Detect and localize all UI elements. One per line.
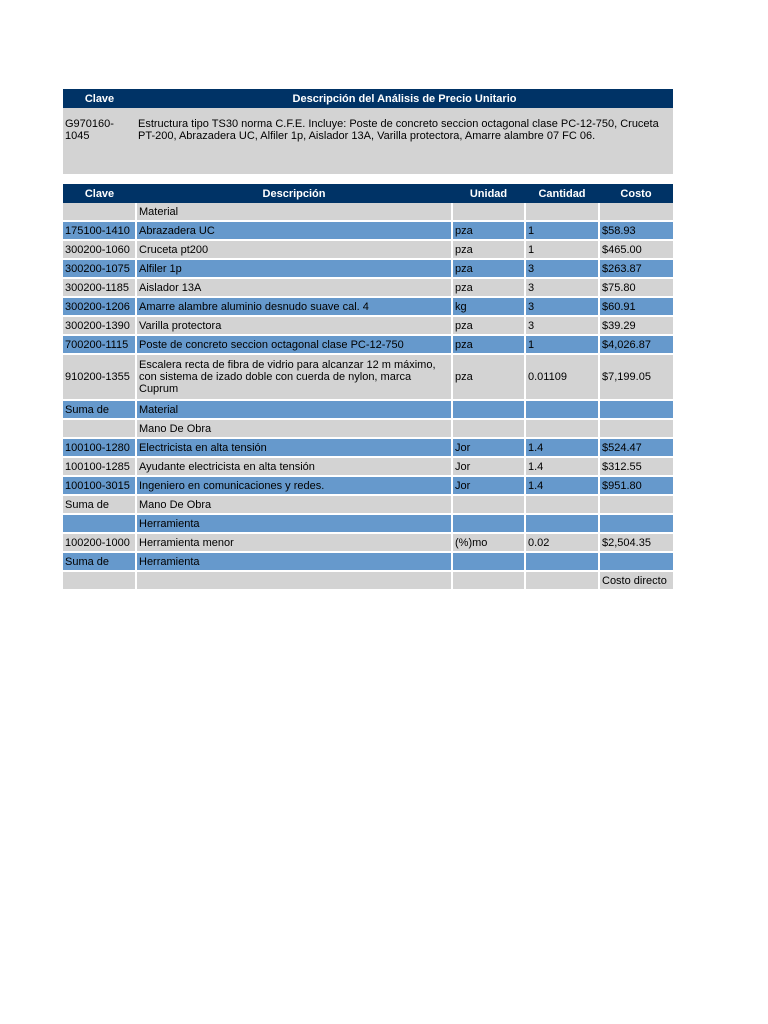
cell-descripcion: Escalera recta de fibra de vidrio para alcanzar 12 m máximo, con sistema de izado doble con cuerda de nylon, marca Cuprum [136,354,452,400]
cell-costo: $2,504.35 [599,533,673,552]
detail-table [63,184,673,591]
cell-unidad: Jor [452,476,525,495]
table-row [63,438,673,457]
cell-unidad: Jor [452,438,525,457]
cell-costo: $7,199.05 [599,354,673,400]
cell-clave: 175100-1410 [63,221,136,240]
cell-cantidad: 1.4 [525,438,599,457]
cell-cantidad [525,514,599,533]
table-row [63,419,673,438]
table-row [63,221,673,240]
summary-table [63,89,673,174]
cell-clave [63,419,136,438]
cell-costo: $58.93 [599,221,673,240]
cell-clave: 100100-1285 [63,457,136,476]
cell-cantidad: 3 [525,316,599,335]
table-row [63,203,673,221]
cell-clave: 100100-3015 [63,476,136,495]
cell-descripcion: Amarre alambre aluminio desnudo suave cal. 4 [136,297,452,316]
cell-costo [599,419,673,438]
cell-unidad: pza [452,278,525,297]
table-row [63,457,673,476]
cell-descripcion: Alfiler 1p [136,259,452,278]
cell-descripcion: Electricista en alta tensión [136,438,452,457]
cell-descripcion [136,571,452,590]
summary-descripcion: Estructura tipo TS30 norma C.F.E. Incluye: Poste de concreto seccion octagonal clase PC-12-750, Cruceta PT-200, Abrazadera UC, Alfiler 1p, Aislador 13A, Varilla protectora, Amarre alambre 07 FC 06. [136,108,673,174]
cell-descripcion: Mano De Obra [136,495,452,514]
cell-costo: $524.47 [599,438,673,457]
table-row [63,354,673,400]
cell-descripcion: Ingeniero en comunicaciones y redes. [136,476,452,495]
cell-cantidad: 3 [525,278,599,297]
table-row [63,400,673,419]
cell-descripcion: Herramienta [136,552,452,571]
table-row [63,552,673,571]
header-clave: Clave [63,184,136,203]
cell-costo: Costo directo [599,571,673,590]
cell-clave: 300200-1206 [63,297,136,316]
cell-clave [63,571,136,590]
cell-descripcion: Poste de concreto seccion octagonal clase PC-12-750 [136,335,452,354]
cell-descripcion: Ayudante electricista en alta tensión [136,457,452,476]
summary-row [63,108,673,174]
summary-clave: G970160-1045 [63,108,136,174]
cell-unidad [452,495,525,514]
summary-header-clave: Clave [63,89,136,108]
summary-header-descripcion: Descripción del Análisis de Precio Unitario [136,89,673,108]
cell-costo [599,552,673,571]
cell-cantidad: 1 [525,240,599,259]
cell-unidad [452,571,525,590]
cell-costo: $4,026.87 [599,335,673,354]
summary-header-row [63,89,673,108]
header-descripcion: Descripción [136,184,452,203]
cell-clave [63,203,136,221]
cell-unidad: pza [452,316,525,335]
cell-descripcion: Cruceta pt200 [136,240,452,259]
table-row [63,495,673,514]
table-row [63,278,673,297]
cell-cantidad: 1 [525,221,599,240]
table-row [63,533,673,552]
cell-cantidad: 1.4 [525,476,599,495]
cell-costo: $60.91 [599,297,673,316]
cell-cantidad: 1 [525,335,599,354]
spacer [63,174,673,184]
cell-unidad: pza [452,221,525,240]
cell-clave: Suma de [63,552,136,571]
cell-unidad [452,552,525,571]
detail-body [63,203,673,590]
cell-cantidad: 1.4 [525,457,599,476]
cell-cantidad: 3 [525,297,599,316]
cell-descripcion: Herramienta [136,514,452,533]
cell-unidad: Jor [452,457,525,476]
cell-costo [599,495,673,514]
cell-descripcion: Mano De Obra [136,419,452,438]
table-row [63,571,673,590]
cell-cantidad [525,400,599,419]
cell-cantidad [525,571,599,590]
table-row [63,476,673,495]
cell-cantidad [525,552,599,571]
cell-cantidad: 0.01109 [525,354,599,400]
cell-costo: $312.55 [599,457,673,476]
cell-clave: 100200-1000 [63,533,136,552]
cell-clave: 300200-1185 [63,278,136,297]
cell-clave: 700200-1115 [63,335,136,354]
cell-cantidad [525,495,599,514]
cell-unidad: pza [452,259,525,278]
cell-clave: 100100-1280 [63,438,136,457]
cell-clave [63,514,136,533]
cell-unidad [452,203,525,221]
cell-costo [599,514,673,533]
cell-cantidad [525,203,599,221]
cell-descripcion: Material [136,400,452,419]
cell-unidad: kg [452,297,525,316]
cell-unidad: (%)mo [452,533,525,552]
cell-clave: 300200-1060 [63,240,136,259]
table-row [63,240,673,259]
header-unidad: Unidad [452,184,525,203]
cell-unidad: pza [452,354,525,400]
cell-clave: Suma de [63,495,136,514]
cell-clave: 300200-1075 [63,259,136,278]
table-row [63,335,673,354]
cell-unidad: pza [452,240,525,259]
cell-clave: Suma de [63,400,136,419]
cell-descripcion: Varilla protectora [136,316,452,335]
cell-unidad [452,514,525,533]
cell-costo [599,203,673,221]
cell-descripcion: Abrazadera UC [136,221,452,240]
cell-descripcion: Material [136,203,452,221]
cell-descripcion: Herramienta menor [136,533,452,552]
cell-costo: $263.87 [599,259,673,278]
cell-cantidad: 0.02 [525,533,599,552]
cell-clave: 300200-1390 [63,316,136,335]
table-row [63,514,673,533]
cell-unidad [452,419,525,438]
cell-clave: 910200-1355 [63,354,136,400]
cell-costo: $465.00 [599,240,673,259]
cell-costo [599,400,673,419]
table-row [63,297,673,316]
cell-cantidad [525,419,599,438]
cell-costo: $75.80 [599,278,673,297]
cell-unidad: pza [452,335,525,354]
table-row [63,316,673,335]
price-analysis-sheet [63,89,673,591]
detail-header-row [63,184,673,203]
header-cantidad: Cantidad [525,184,599,203]
cell-descripcion: Aislador 13A [136,278,452,297]
cell-unidad [452,400,525,419]
cell-costo: $39.29 [599,316,673,335]
cell-cantidad: 3 [525,259,599,278]
header-costo: Costo [599,184,673,203]
table-row [63,259,673,278]
cell-costo: $951.80 [599,476,673,495]
